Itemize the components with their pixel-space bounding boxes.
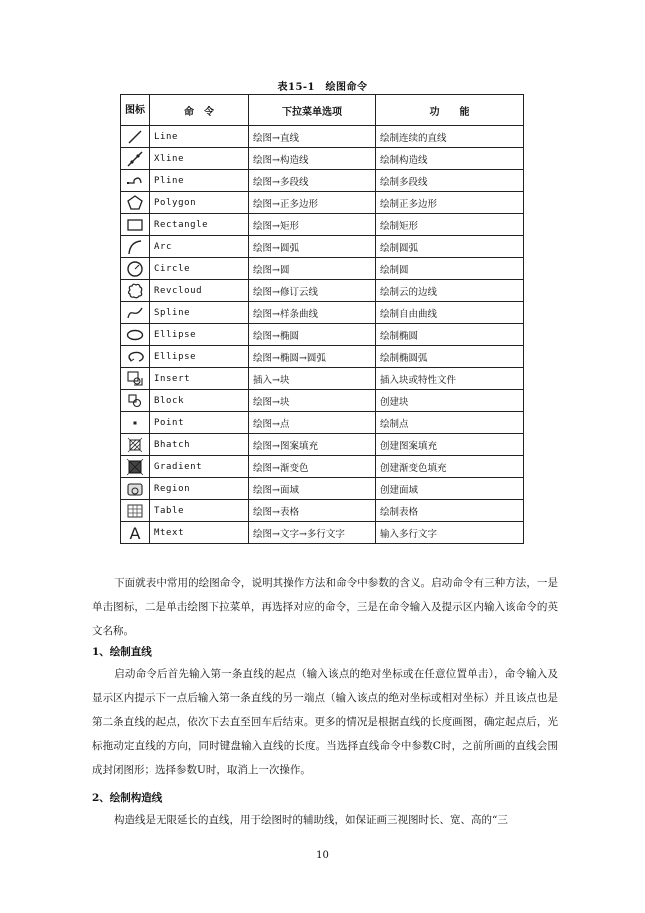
table-row	[121, 434, 524, 456]
function-cell: 绘制圆弧	[376, 236, 524, 258]
svg-text:A: A	[129, 523, 141, 543]
menu-cell: 绘图→构造线	[249, 148, 376, 170]
table-row	[121, 170, 524, 192]
menu-cell: 绘图→椭圆→圆弧	[249, 346, 376, 368]
function-cell: 绘制点	[376, 412, 524, 434]
function-cell: 绘制圆	[376, 258, 524, 280]
polygon-icon	[121, 192, 150, 214]
header-menu: 下拉菜单选项	[249, 95, 376, 126]
menu-cell: 绘图→图案填充	[249, 434, 376, 456]
table-row	[121, 236, 524, 258]
table-caption: 表15-1 绘图命令	[277, 82, 368, 93]
table-header-row	[121, 95, 524, 126]
mtext-icon	[121, 522, 150, 544]
table-row	[121, 302, 524, 324]
arc-icon	[121, 236, 150, 258]
command-cell: Point	[150, 412, 249, 434]
menu-cell: 绘图→圆	[249, 258, 376, 280]
revcloud-icon	[121, 280, 150, 302]
draw-commands-table	[120, 94, 524, 544]
pline-icon	[121, 170, 150, 192]
command-cell: Table	[150, 500, 249, 522]
block-icon	[121, 390, 150, 412]
function-cell: 绘制云的边线	[376, 280, 524, 302]
header-command: 命 令	[150, 95, 249, 126]
function-cell: 绘制自由曲线	[376, 302, 524, 324]
spline-icon	[121, 302, 150, 324]
table-row	[121, 126, 524, 148]
command-cell: Block	[150, 390, 249, 412]
command-cell: Ellipse	[150, 346, 249, 368]
command-cell: Revcloud	[150, 280, 249, 302]
table-row	[121, 390, 524, 412]
command-cell: Bhatch	[150, 434, 249, 456]
menu-cell: 绘图→块	[249, 390, 376, 412]
menu-cell: 绘图→正多边形	[249, 192, 376, 214]
insert-block-icon	[121, 368, 150, 390]
ellipse-arc-icon	[121, 346, 150, 368]
table-row	[121, 368, 524, 390]
function-cell: 绘制正多边形	[376, 192, 524, 214]
function-cell: 插入块或特性文件	[376, 368, 524, 390]
xline-icon	[121, 148, 150, 170]
function-cell: 输入多行文字	[376, 522, 524, 544]
command-cell: Line	[150, 126, 249, 148]
function-cell: 创建块	[376, 390, 524, 412]
menu-cell: 绘图→直线	[249, 126, 376, 148]
menu-cell: 绘图→圆弧	[249, 236, 376, 258]
command-cell: Gradient	[150, 456, 249, 478]
command-cell: Arc	[150, 236, 249, 258]
header-function: 功 能	[376, 95, 524, 126]
table-row	[121, 500, 524, 522]
function-cell: 创建面域	[376, 478, 524, 500]
menu-cell: 绘图→表格	[249, 500, 376, 522]
command-cell: Mtext	[150, 522, 249, 544]
menu-cell: 绘图→渐变色	[249, 456, 376, 478]
section2-heading: 2、绘制构造线	[92, 792, 163, 804]
function-cell: 创建图案填充	[376, 434, 524, 456]
table-row	[121, 478, 524, 500]
table-row	[121, 456, 524, 478]
ellipse-icon	[121, 324, 150, 346]
function-cell: 绘制多段线	[376, 170, 524, 192]
header-icon: 图标	[121, 95, 150, 126]
table-row	[121, 522, 524, 544]
menu-cell: 插入→块	[249, 368, 376, 390]
function-cell: 绘制矩形	[376, 214, 524, 236]
line-icon	[121, 126, 150, 148]
table-row	[121, 192, 524, 214]
gradient-icon	[121, 456, 150, 478]
function-cell: 创建渐变色填充	[376, 456, 524, 478]
table-row	[121, 258, 524, 280]
command-cell: Xline	[150, 148, 249, 170]
function-cell: 绘制构造线	[376, 148, 524, 170]
section1-body: 启动命令后首先输入第一条直线的起点（输入该点的绝对坐标或在任意位置单击），命令输入及显示区内提示下一点后输入第一条直线的另一端点（输入该点的绝对坐标或相对坐标）并且该点也是第二条直线的起点，依次下去直至回车后结束。更多的情况是根据直线的长度画图，确定起点后，光标拖动定直线的方向，同时键盘输入直线的长度。当选择直线命令中参数C时，之前所画的直线会围成封闭图形；选择参数U时，取消上一次操作。	[92, 668, 558, 776]
command-cell: Spline	[150, 302, 249, 324]
function-cell: 绘制椭圆弧	[376, 346, 524, 368]
function-cell: 绘制表格	[376, 500, 524, 522]
table-row	[121, 214, 524, 236]
command-cell: Ellipse	[150, 324, 249, 346]
hatch-icon	[121, 434, 150, 456]
command-cell: Rectangle	[150, 214, 249, 236]
table-row	[121, 412, 524, 434]
intro-paragraph: 下面就表中常用的绘图命令，说明其操作方法和命令中参数的含义。启动命令有三种方法，一是单击图标，二是单击绘图下拉菜单，再选择对应的命令，三是在命令输入及提示区内输入该命令的英文名称。	[92, 577, 558, 637]
menu-cell: 绘图→修订云线	[249, 280, 376, 302]
menu-cell: 绘图→点	[249, 412, 376, 434]
section1-heading: 1、绘制直线	[92, 646, 152, 658]
function-cell: 绘制椭圆	[376, 324, 524, 346]
table-icon	[121, 500, 150, 522]
page-number: 10	[316, 850, 329, 861]
point-icon	[121, 412, 150, 434]
table-row	[121, 346, 524, 368]
menu-cell: 绘图→多段线	[249, 170, 376, 192]
command-cell: Insert	[150, 368, 249, 390]
command-cell: Pline	[150, 170, 249, 192]
menu-cell: 绘图→椭圆	[249, 324, 376, 346]
menu-cell: 绘图→矩形	[249, 214, 376, 236]
command-cell: Region	[150, 478, 249, 500]
command-cell: Circle	[150, 258, 249, 280]
section2-body: 构造线是无限延长的直线，用于绘图时的辅助线，如保证画三视图时长、宽、高的“三	[114, 814, 508, 826]
command-cell: Polygon	[150, 192, 249, 214]
function-cell: 绘制连续的直线	[376, 126, 524, 148]
circle-icon	[121, 258, 150, 280]
menu-cell: 绘图→面域	[249, 478, 376, 500]
rectangle-icon	[121, 214, 150, 236]
region-icon	[121, 478, 150, 500]
table-row	[121, 280, 524, 302]
table-row	[121, 148, 524, 170]
menu-cell: 绘图→样条曲线	[249, 302, 376, 324]
menu-cell: 绘图→文字→多行文字	[249, 522, 376, 544]
table-row	[121, 324, 524, 346]
